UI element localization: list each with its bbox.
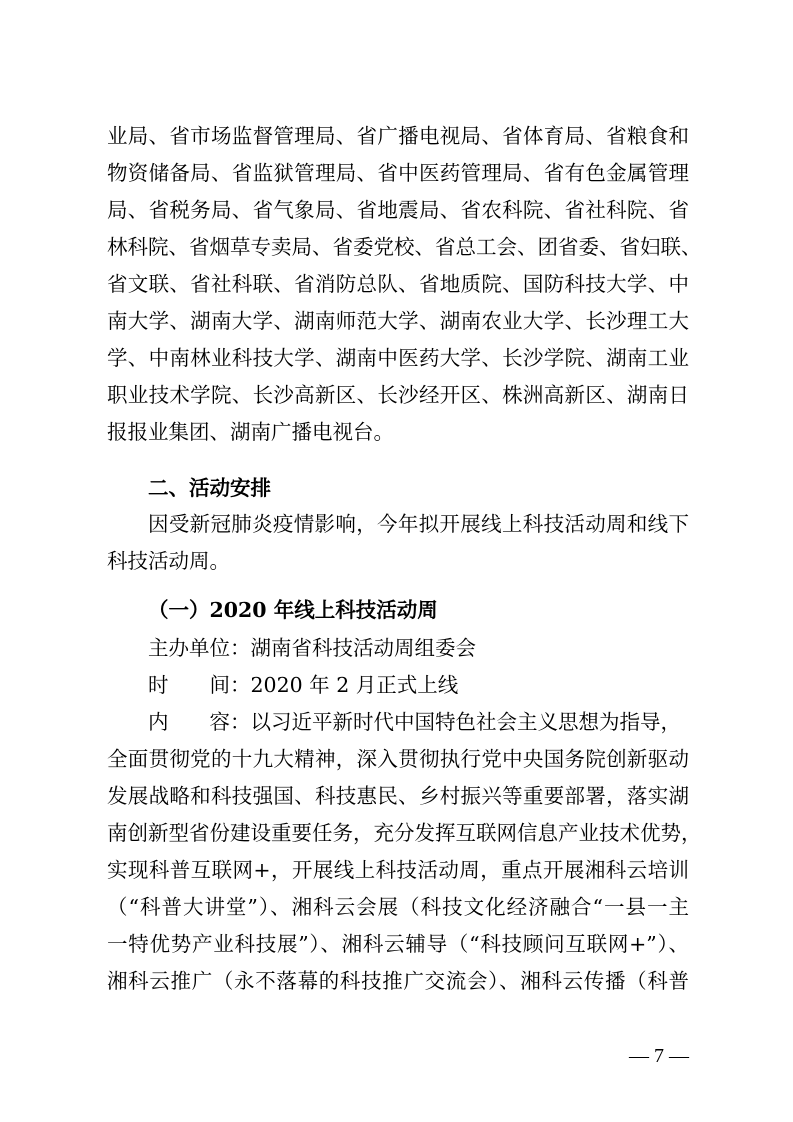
content-line: 实现科普互联网+，开展线上科技活动周，重点开展湘科云培训	[107, 858, 689, 882]
paragraph-line: 省文联、省社科联、省消防总队、省地质院、国防科技大学、中	[107, 272, 689, 296]
page-number: — 7 —	[629, 1045, 689, 1067]
paragraph-line: 报报业集团、湖南广播电视台。	[107, 420, 394, 444]
content-line: 全面贯彻党的十九大精神，深入贯彻执行党中央国务院创新驱动	[107, 747, 689, 771]
paragraph-line: 职业技术学院、长沙高新区、长沙经开区、株洲高新区、湖南日	[107, 383, 689, 407]
content-line: 湘科云推广（永不落幕的科技推广交流会）、湘科云传播（科普	[107, 969, 689, 993]
paragraph-line: 局、省税务局、省气象局、省地震局、省农科院、省社科院、省	[107, 198, 689, 222]
paragraph-line: 南大学、湖南大学、湖南师范大学、湖南农业大学、长沙理工大	[107, 309, 689, 333]
section-heading: 二、活动安排	[148, 476, 271, 500]
subsection-heading: （一）2020 年线上科技活动周	[148, 598, 438, 622]
paragraph-line: 因受新冠肺炎疫情影响，今年拟开展线上科技活动周和线下	[148, 512, 689, 536]
paragraph-line: 物资储备局、省监狱管理局、省中医药管理局、省有色金属管理	[107, 161, 689, 185]
paragraph-line: 学、中南林业科技大学、湖南中医药大学、长沙学院、湖南工业	[107, 346, 689, 370]
organizer-line: 主办单位：湖南省科技活动周组委会	[148, 636, 476, 660]
time-value: 2020 年 2 月正式上线	[250, 673, 459, 697]
content-first-line: 以习近平新时代中国特色社会主义思想为指导，	[250, 710, 681, 734]
content-line: 发展战略和科技强国、科技惠民、乡村振兴等重要部署，落实湖	[107, 784, 689, 808]
paragraph-line: 科技活动周。	[107, 549, 230, 573]
time-row	[148, 667, 458, 703]
content-row	[148, 704, 689, 740]
paragraph-line: 林科院、省烟草专卖局、省委党校、省总工会、团省委、省妇联、	[107, 235, 702, 259]
content-line: 南创新型省份建设重要任务，充分发挥互联网信息产业技术优势，	[107, 821, 702, 845]
content-label: 内 容：	[148, 710, 251, 734]
time-label: 时 间：	[148, 673, 251, 697]
content-line: 一特优势产业科技展”）、湘科云辅导（“科技顾问互联网+”）、	[107, 932, 689, 956]
paragraph-line: 业局、省市场监督管理局、省广播电视局、省体育局、省粮食和	[107, 124, 689, 148]
content-line: （“科普大讲堂”）、湘科云会展（科技文化经济融合“一县一主	[107, 895, 689, 919]
